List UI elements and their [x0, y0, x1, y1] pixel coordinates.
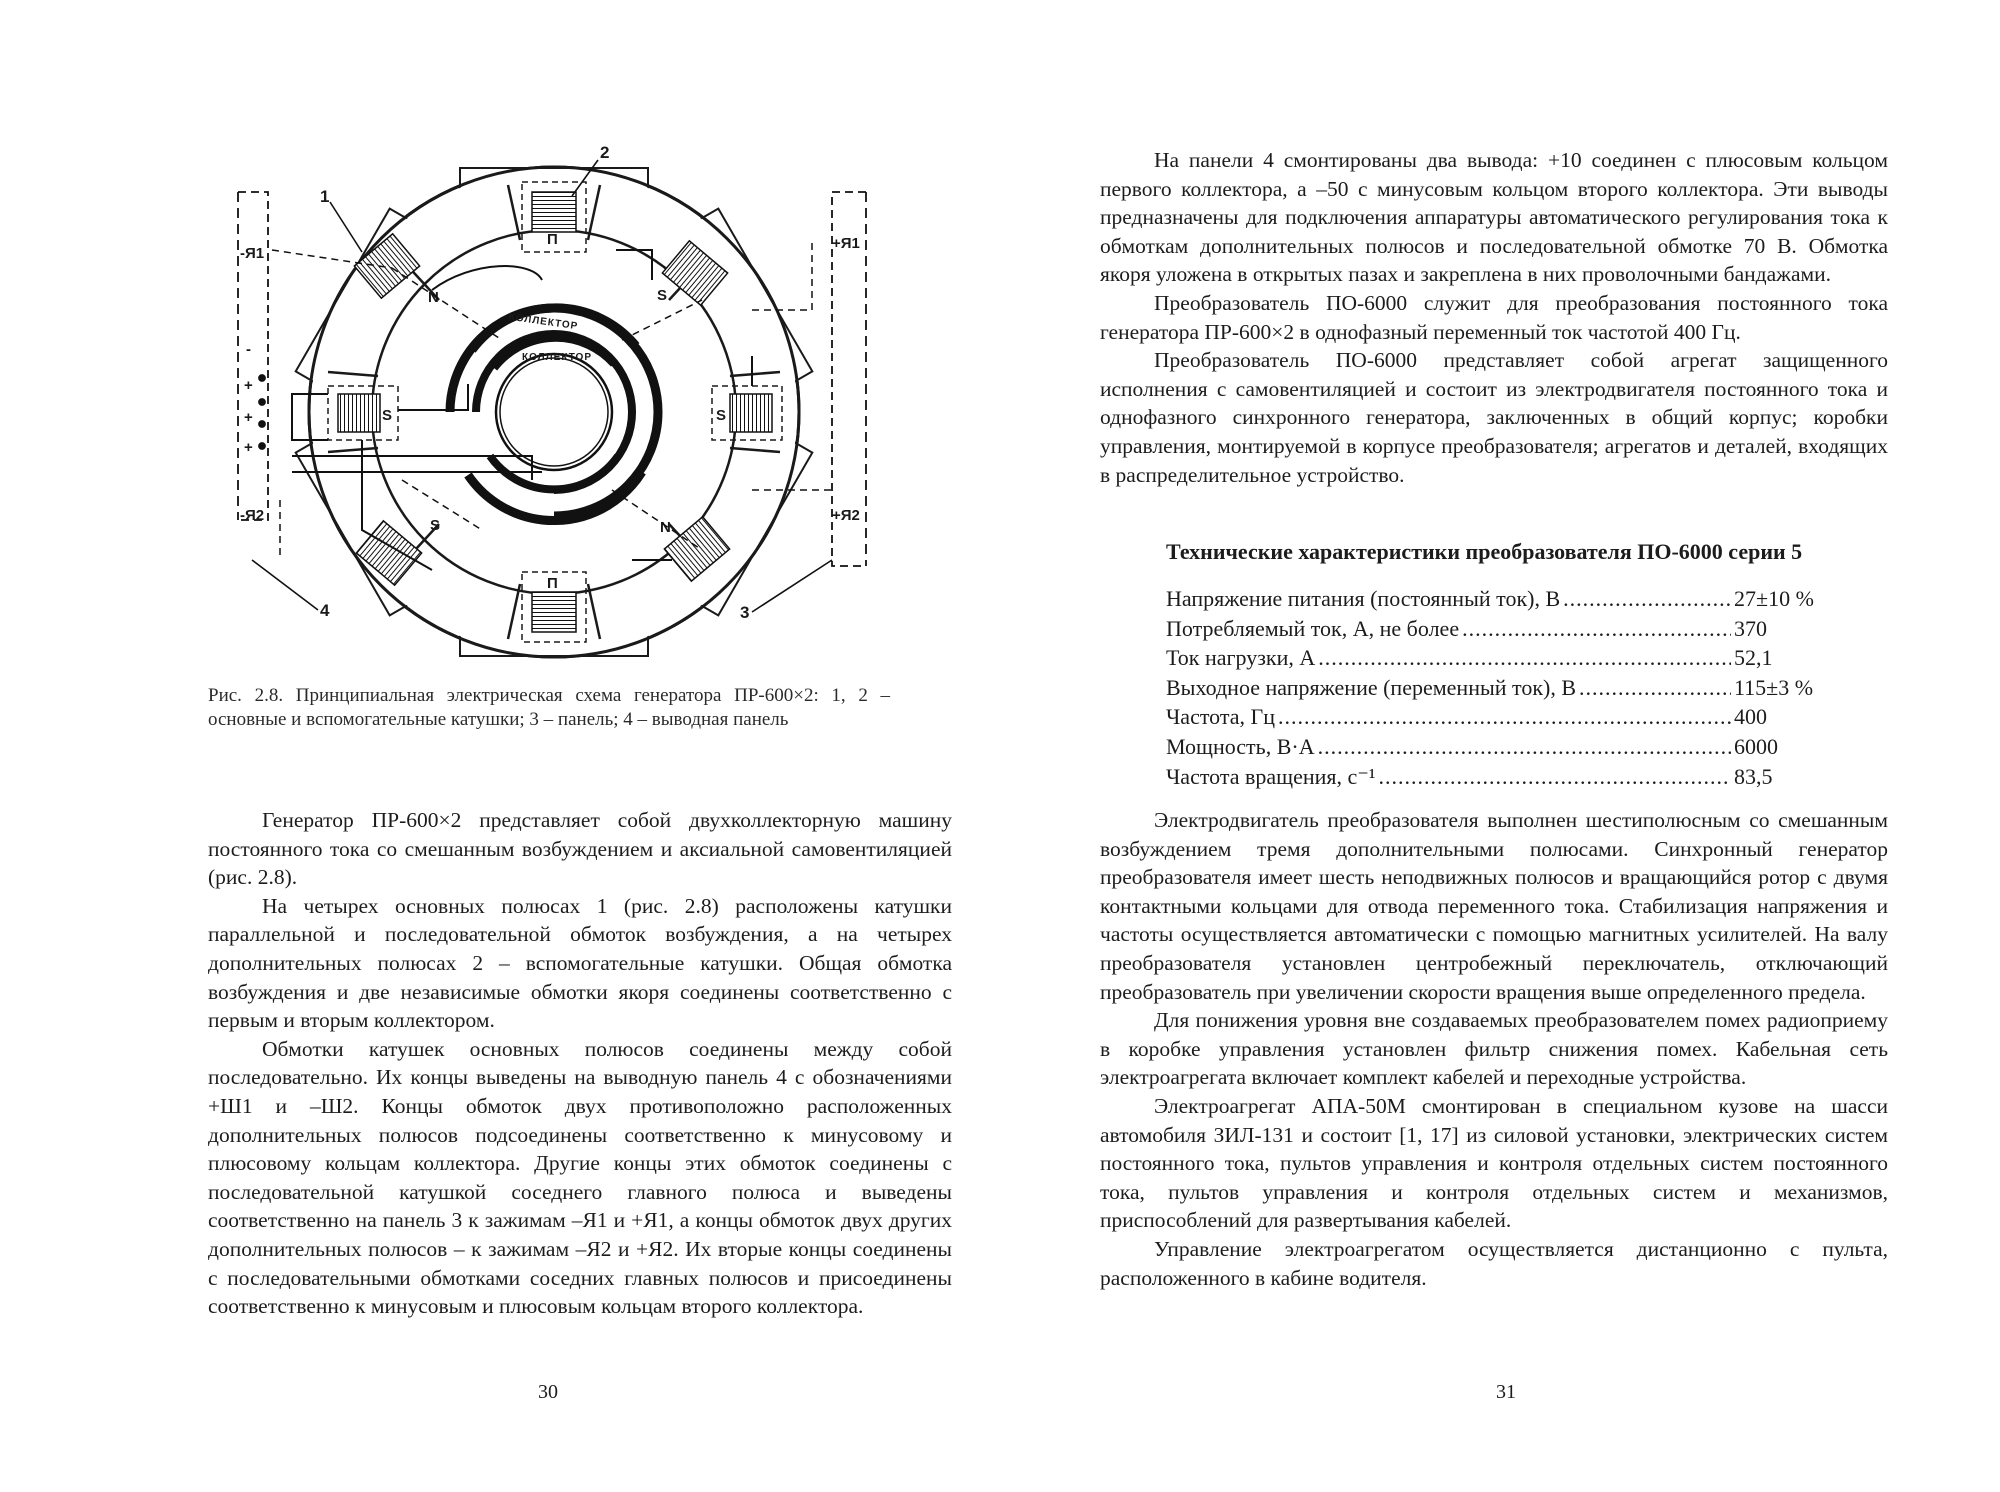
callout-4: 4 [320, 601, 330, 620]
spec-value: 83,5 [1734, 763, 1773, 789]
terminal-minus-a: - [246, 341, 251, 358]
terminal-plus-b: + [244, 409, 253, 426]
pole-label-s-lower-left: S [430, 517, 441, 534]
terminal-plus-c: + [244, 439, 253, 456]
callout-2: 2 [600, 143, 610, 162]
terminal-minus-ya2: -Я2 [240, 507, 265, 524]
spec-leader [1318, 643, 1731, 673]
figure-caption: Рис. 2.8. Принципиальная электрическая схема генератора ПР-600×2: 1, 2 – основные и вспомогательные катушки; 3 – панель; 4 – выводная панель [208, 685, 890, 730]
spec-leader [1579, 673, 1731, 703]
paragraph: Обмотки катушек основных полюсов соединены между собой последовательно. Их концы выведены на выводную панель 4 с обозначениями +Ш1 и –Ш2. Концы обмоток двух противоположно расположенных дополнительных полюсов подсоединены соответственно к минусовому и плюсовому кольцам коллектора. Другие концы этих обмоток соединены с последовательной катушкой соседнего главного полюса и выведены соответственно на панель 3 к зажимам –Я1 и +Я1, а концы обмоток двух других дополнительных полюсов – к зажимам –Я2 и +Я2. Их вторые концы соединены с последовательными обмотками соседних главных полюсов и присоединены соответственно к минусовым и плюсовым кольцам второго коллектора. [208, 1036, 952, 1319]
pole-label-s-left: S [382, 407, 393, 424]
generator-schematic-figure [232, 140, 872, 670]
paragraph: Электроагрегат АПА-50М смонтирован в специальном кузове на шасси автомобиля ЗИЛ-131 и состоит [1, 17] из силовой установки, электрических систем постоянного тока, пультов управления и контроля отдельных систем постоянного тока, пультов управления и контроля отдельных систем и механизмов, приспособлений для развертывания кабелей. [1100, 1093, 1888, 1233]
spec-row [1166, 643, 1826, 673]
terminal-plus-a: + [244, 377, 253, 394]
page-number-left: 30 [538, 1381, 558, 1403]
spec-table [1166, 584, 1826, 791]
spec-name: Мощность, В·А [1166, 733, 1315, 759]
spec-value: 27±10 % [1734, 586, 1814, 611]
spec-leader [1462, 614, 1731, 644]
spec-value: 6000 [1734, 733, 1778, 759]
spec-leader [1278, 702, 1731, 732]
right-body-text-top [1100, 146, 1888, 489]
paragraph: Электродвигатель преобразователя выполнен шестиполюсным со смешанным возбуждением тремя дополнительными полюсами. Синхронный генератор преобразователя имеет шесть неподвижных полюсов и вращающийся ротор с двумя контактными кольцами для отвода переменного тока. Стабилизация напряжения и частоты осуществляется автоматически с помощью магнитных усилителей. На валу преобразователя установлен центробежный переключатель, отключающий преобразователь при увеличении скорости вращения выше определенного предела. [1100, 808, 1888, 1004]
paragraph: На четырех основных полюсах 1 (рис. 2.8) расположены катушки параллельной и последовательной обмоток возбуждения, а на четырех дополнительных полюсах 2 – вспомогательные катушки. Общая обмотка возбуждения и две независимые обмотки якоря соединены соответственно с первым и вторым коллектором. [208, 893, 952, 1033]
spec-row [1166, 673, 1826, 703]
callout-3: 3 [740, 603, 750, 622]
spec-leader [1379, 762, 1731, 792]
page-number-right: 31 [1496, 1381, 1516, 1403]
paragraph: На панели 4 смонтированы два вывода: +10 соединен с плюсовым кольцом первого коллектора, а –50 с минусовым кольцом второго коллектора. Эти выводы предназначены для подключения аппаратуры автоматического регулирования тока к обмоткам дополнительных полюсов и последовательной обмотке 70 В. Обмотка якоря уложена в открытых пазах и закреплена в них проволочными бандажами. [1100, 148, 1888, 287]
spec-name: Частота, Гц [1166, 704, 1276, 730]
paragraph: Генератор ПР-600×2 представляет собой двухколлекторную машину постоянного тока со смешанным возбуждением и аксиальной самовентиляцией (рис. 2.8). [208, 808, 952, 890]
spec-leader [1563, 584, 1731, 614]
spec-value: 115±3 % [1734, 674, 1814, 700]
spec-value: 400 [1734, 704, 1767, 730]
pole-label-s-right: S [716, 407, 727, 424]
spec-row [1166, 702, 1826, 732]
pole-label-n-lower-right: N [660, 519, 671, 536]
right-page [1000, 0, 2000, 1492]
pole-label-n-bottom: П [547, 575, 558, 592]
commutator-label-inner: КОЛЛЕКТОР [522, 352, 592, 363]
generator-schematic-diagram [232, 140, 872, 670]
spec-row [1166, 614, 1826, 644]
terminal-minus-ya1: -Я1 [240, 245, 265, 262]
right-body-text-bottom [1100, 806, 1888, 1292]
pole-label-n-upper-left: N [428, 289, 439, 306]
paragraph: Преобразователь ПО-6000 служит для преобразования постоянного тока генератора ПР-600×2 в однофазный переменный ток частотой 400 Гц. [1100, 290, 1888, 344]
paragraph: Преобразователь ПО-6000 представляет собой агрегат защищенного исполнения с самовентиляцией и состоит из электродвигателя постоянного тока и однофазного синхронного генератора, заключенных в общий корпус; коробки управления, монтируемой в корпусе преобразователя; агрегатов и деталей, входящих в распределительное устройство. [1100, 348, 1888, 487]
spec-row [1166, 762, 1826, 792]
spec-row [1166, 584, 1826, 614]
pole-label-n-top: П [547, 231, 558, 248]
paragraph: Для понижения уровня вне создаваемых преобразователем помех радиоприему в коробке управления установлен фильтр снижения помех. Кабельная сеть электроагрегата включает комплект кабелей и переходные устройства. [1100, 1008, 1888, 1090]
spec-heading: Технические характеристики преобразователя ПО-6000 серии 5 [1166, 539, 1803, 564]
callout-1: 1 [320, 187, 330, 206]
spec-leader [1318, 732, 1731, 762]
terminal-plus-ya2: +Я2 [832, 507, 860, 524]
spec-name: Потребляемый ток, А, не более [1166, 615, 1460, 641]
paragraph: Управление электроагрегатом осуществляется дистанционно с пульта, расположенного в кабине водителя. [1100, 1236, 1888, 1290]
spec-name: Выходное напряжение (переменный ток), В [1166, 674, 1577, 700]
spec-name: Частота вращения, с⁻¹ [1166, 763, 1376, 789]
spec-row [1166, 732, 1826, 762]
spec-name: Напряжение питания (постоянный ток), В [1166, 586, 1561, 611]
spec-value: 52,1 [1734, 645, 1773, 671]
pole-label-s-upper-right: S [657, 287, 668, 304]
spec-value: 370 [1734, 615, 1767, 641]
commutator-label-outer: КОЛЛЕКТОР [508, 311, 579, 333]
spec-name: Ток нагрузки, А [1166, 645, 1316, 671]
left-body-text [208, 806, 952, 1321]
terminal-plus-ya1: +Я1 [832, 235, 860, 252]
terminal-panel-left [238, 192, 268, 520]
